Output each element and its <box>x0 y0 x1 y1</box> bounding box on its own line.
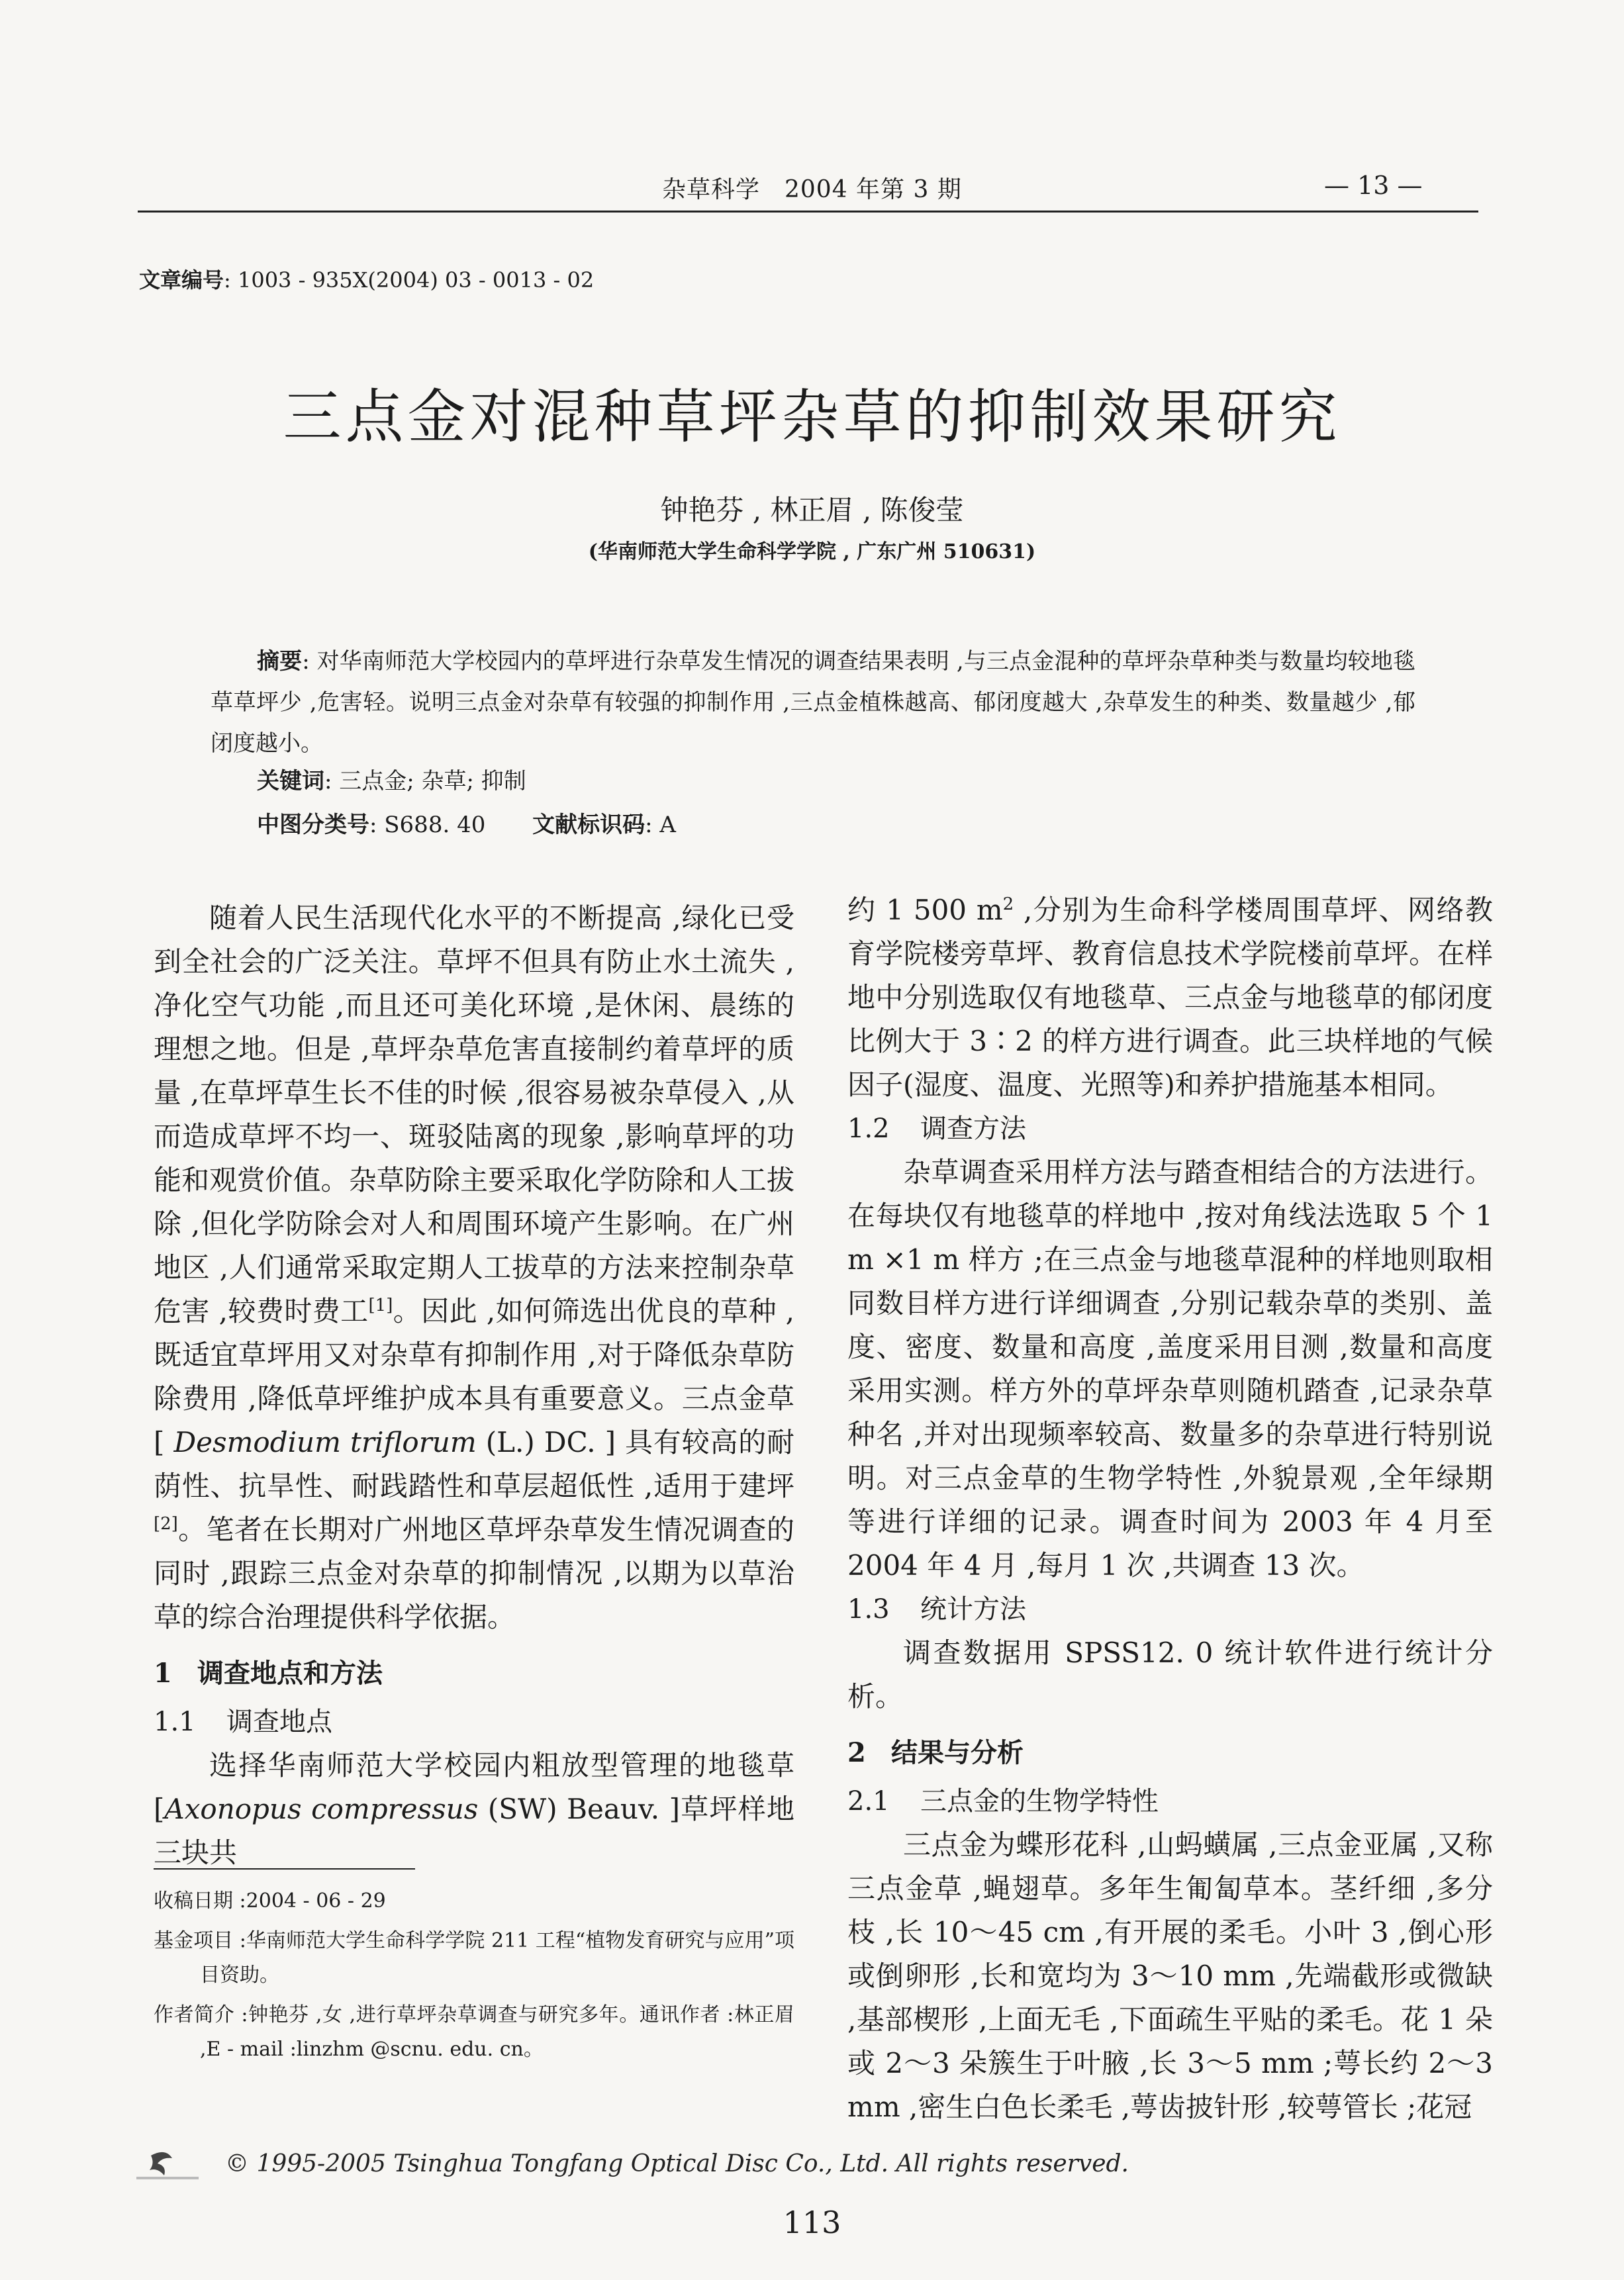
section-title: 调查地点和方法 <box>197 1658 383 1689</box>
copyright-notice: © 1995-2005 Tsinghua Tongfang Optical Disc Co., Ltd. All rights reserved. <box>225 2150 1129 2177</box>
section-title: 结果与分析 <box>891 1737 1024 1768</box>
subsection-number: 1.2 <box>847 1114 890 1144</box>
classification-label: 中图分类号 <box>257 812 369 838</box>
article-number-value: : 1003 - 935X(2004) 03 - 0013 - 02 <box>224 267 595 293</box>
citation-1: [1] <box>368 1296 393 1315</box>
header-rule <box>138 211 1478 213</box>
paper-affiliation: (华南师范大学生命科学学院 , 广东广州 510631) <box>588 540 1036 563</box>
section-number: 2 <box>847 1737 866 1768</box>
classification-value: : S688. 40 <box>369 812 486 838</box>
section-heading-2 <box>847 1719 1493 1780</box>
intro-text-b: 。因此 ,如何筛选出优良的草种 ,既适宜草坪用又对杂草有抑制作用 ,对于降低杂草防除费用 ,降低草坪维护成本具有重要意义。三点金草 [ <box>154 1295 795 1458</box>
subsection-heading-1-1 <box>154 1700 794 1744</box>
section-number: 1 <box>154 1658 172 1689</box>
species-name-axonopus: Axonopus compressus <box>164 1793 479 1825</box>
intro-text-d: 。笔者在长期对广州地区草坪杂草发生情况调查的同时 ,跟踪三点金对杂草的抑制情况 ,以期为以草治草的综合治理提供科学依据。 <box>154 1513 794 1633</box>
running-header-journal: 杂草科学 2004 年第 3 期 <box>662 176 962 203</box>
subsection-title: 三点金的生物学特性 <box>920 1786 1159 1817</box>
footnote-rule <box>154 1868 415 1870</box>
article-number <box>139 263 594 294</box>
area-unit-superscript: 2 <box>1002 894 1014 914</box>
keywords-value: : 三点金; 杂草; 抑制 <box>324 768 526 794</box>
classification <box>257 806 676 839</box>
footnote-received: 收稿日期 :2004 - 06 - 29 <box>154 1889 386 1913</box>
citation-2: [2] <box>154 1514 178 1534</box>
site-text-b: (SW) Beauv. ]草坪样地三块共 <box>154 1793 794 1869</box>
site-text-d: ,分别为生命科学楼周围草坪、网络教育学院楼旁草坪、教育信息技术学院楼前草坪。在样地中分别选取仅有地毯草、三点金与地毯草的郁闭度比例大于 3∶2 的样方进行调查。此三块样地的气候因子(湿度、温度、光照等)和养护措施基本相同。 <box>847 894 1494 1101</box>
document-code-label: 文献标识码 <box>532 812 645 838</box>
footnote-fund: 基金项目 :华南师范大学生命科学学院 211 工程“植物发育研究与应用”项目资助。 <box>154 1929 794 1987</box>
subsection-title: 调查地点 <box>226 1707 332 1737</box>
abstract <box>211 641 1415 764</box>
subsection-heading-2-1 <box>847 1780 1493 1823</box>
running-header-page: — 13 — <box>1324 171 1423 200</box>
site-text-c: 约 1 500 m <box>847 894 1003 926</box>
publisher-logo-icon <box>131 2144 204 2183</box>
method-paragraph: 杂草调查采用样方法与踏查相结合的方法进行。在每块仅有地毯草的样地中 ,按对角线法选取 5 个 1 m ×1 m 样方 ;在三点金与地毯草混种的样地则取相同数目样方进行详细调查 ,分别记载杂草的类别、盖度、密度、数量和高度 ,盖度采用目测 ,数量和高度采用实测。样方外的草坪杂草则随机踏查 ,记录杂草种名 ,并对出现频率较高、数量多的杂草进行特别说明。对三点金草的生物学特性 ,外貌景观 ,全年绿期等进行详细的记录。调查时间为 2003 年 4 月至 2004 年 4 月 ,每月 1 次 ,共调查 13 次。 <box>847 1156 1493 1582</box>
article-number-label: 文章编号 <box>139 267 224 293</box>
subsection-title: 统计方法 <box>920 1594 1026 1625</box>
body-column-left <box>154 896 794 1875</box>
subsection-heading-1-2 <box>847 1107 1493 1151</box>
keywords <box>257 763 526 795</box>
footnote-author: 作者简介 :钟艳芬 ,女 ,进行草坪杂草调查与研究多年。通讯作者 :林正眉 ,E - mail :linzhm @scnu. edu. cn。 <box>154 2003 794 2061</box>
footnotes <box>154 1884 794 2072</box>
subsection-heading-1-3 <box>847 1588 1493 1631</box>
site-paragraph <box>154 1744 794 1875</box>
subsection-number: 2.1 <box>847 1786 890 1817</box>
section-heading-1 <box>154 1639 794 1700</box>
biology-paragraph: 三点金为蝶形花科 ,山蚂蟥属 ,三点金亚属 ,又称三点金草 ,蝇翅草。多年生匍匐草本。茎纤细 ,多分枝 ,长 10～45 cm ,有开展的柔毛。小叶 3 ,倒心形或倒卵形 ,长和宽均为 3～10 mm ,先端截形或微缺 ,基部楔形 ,上面无毛 ,下面疏生平贴的柔毛。花 1 朵或 2～3 朵簇生于叶腋 ,长 3～5 mm ;萼长约 2～3 mm ,密生白色长柔毛 ,萼齿披针形 ,较萼管长 ;花冠 <box>847 1829 1493 2123</box>
subsection-title: 调查方法 <box>920 1114 1026 1144</box>
abstract-label: 摘要 <box>257 648 303 675</box>
paper-authors: 钟艳芬 , 林正眉 , 陈俊莹 <box>660 494 964 526</box>
intro-text-c: (L.) DC. ] 具有较高的耐荫性、抗旱性、耐践踏性和草层超低性 ,适用于建坪 <box>154 1426 794 1502</box>
page-number: 113 <box>783 2205 841 2240</box>
subsection-number: 1.3 <box>847 1594 890 1625</box>
intro-paragraph <box>154 896 794 1639</box>
abstract-text: : 对华南师范大学校园内的草坪进行杂草发生情况的调查结果表明 ,与三点金混种的草坪杂草种类与数量均较地毯草草坪少 ,危害轻。说明三点金对杂草有较强的抑制作用 ,三点金植株越高、郁闭度越大 ,杂草发生的种类、数量越少 ,郁闭度越小。 <box>211 648 1416 757</box>
document-code-value: : A <box>645 812 676 838</box>
site-text-a: 选择华南师范大学校园内粗放型管理的地毯草 [ <box>154 1749 794 1825</box>
subsection-number: 1.1 <box>154 1707 196 1737</box>
keywords-label: 关键词 <box>257 768 324 794</box>
intro-text-a: 随着人民生活现代化水平的不断提高 ,绿化已受到全社会的广泛关注。草坪不但具有防止水土流失 ,净化空气功能 ,而且还可美化环境 ,是休闲、晨练的理想之地。但是 ,草坪杂草危害直接制约着草坪的质量 ,在草坪草生长不佳的时候 ,很容易被杂草侵入 ,从而造成草坪不均一、斑驳陆离的现象 ,影响草坪的功能和观赏价值。杂草防除主要采取化学防除和人工拔除 ,但化学防除会对人和周围环境产生影响。在广州地区 ,人们通常采取定期人工拔草的方法来控制杂草危害 ,较费时费工 <box>154 902 794 1327</box>
paper-title: 三点金对混种草坪杂草的抑制效果研究 <box>283 383 1341 451</box>
site-paragraph-continued <box>847 888 1493 1107</box>
species-name-desmodium: Desmodium triflorum <box>173 1426 477 1458</box>
body-column-right <box>847 888 1493 2129</box>
stats-paragraph: 调查数据用 SPSS12. 0 统计软件进行统计分析。 <box>847 1637 1493 1713</box>
